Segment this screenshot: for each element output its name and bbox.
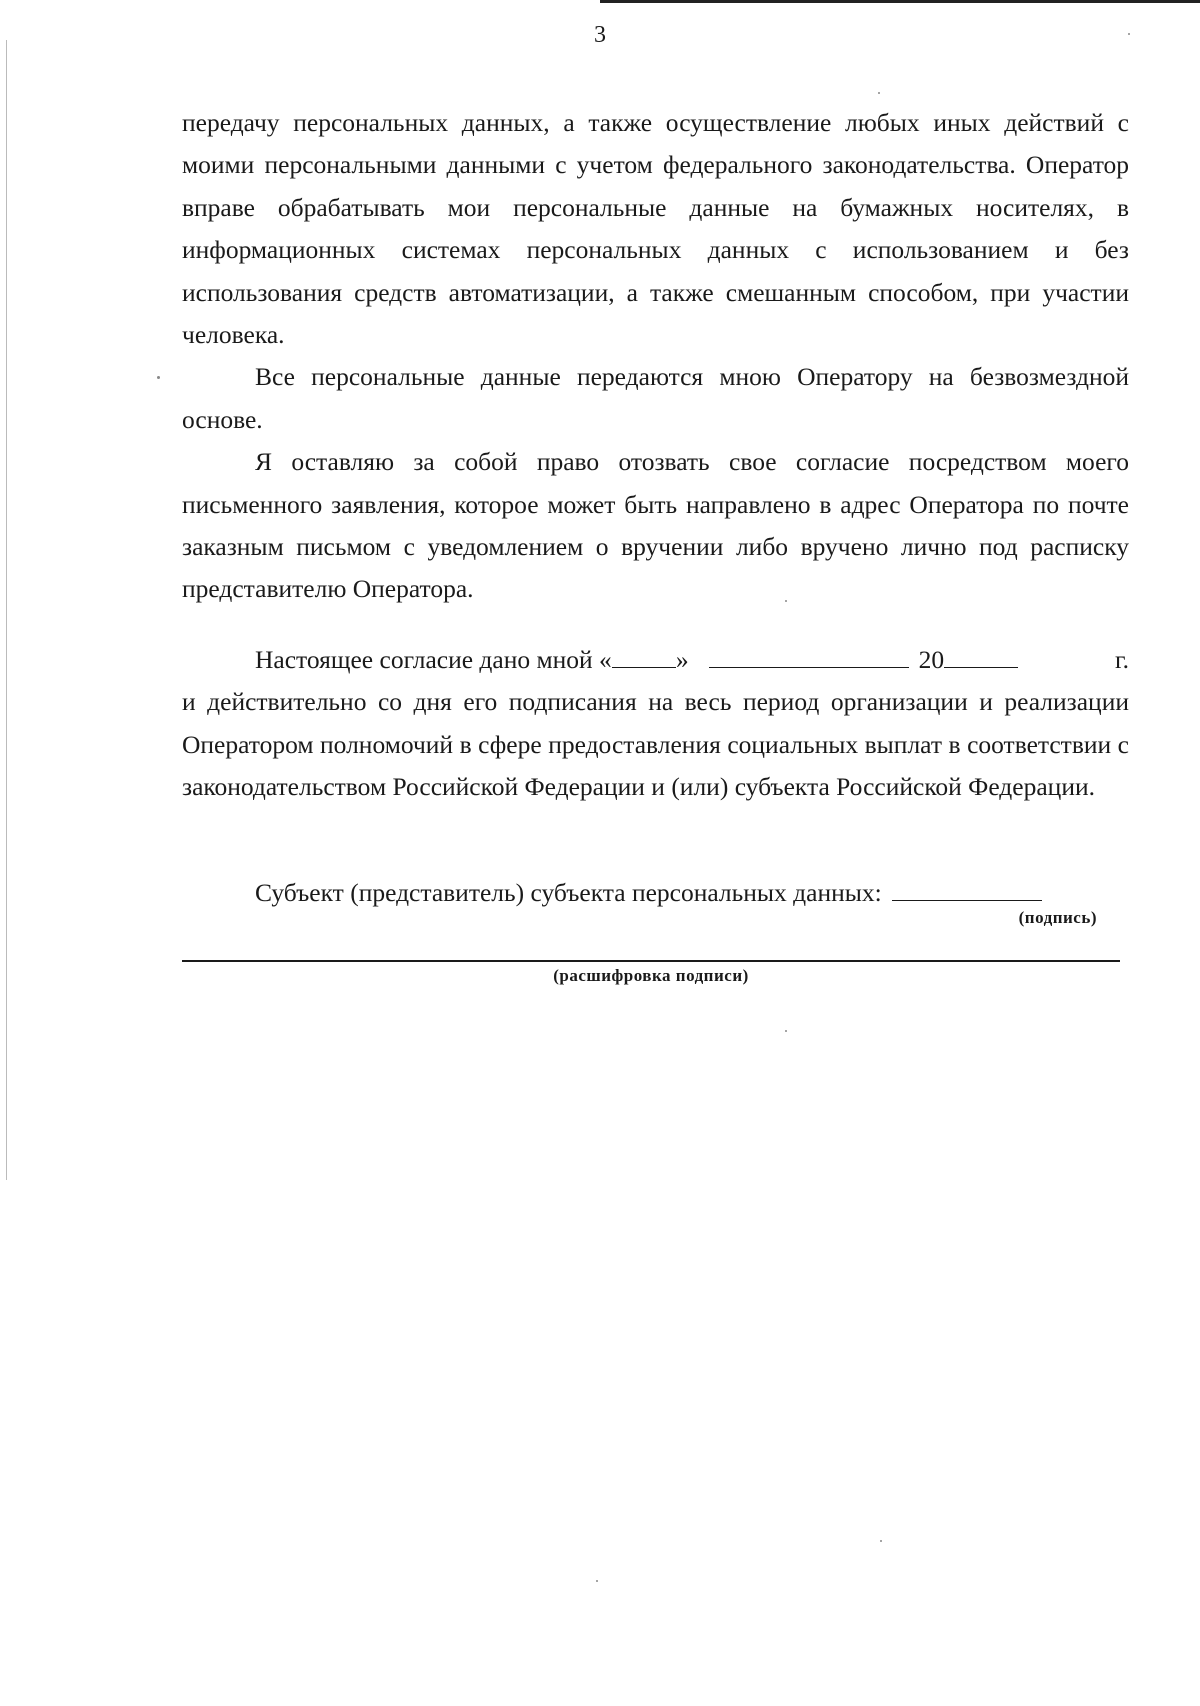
name-decoding-caption: (расшифровка подписи) (553, 966, 749, 985)
paragraph-validity-period: и действительно со дня его подписания на весь период организации и реализации Оператором полномочий в сфере предоставления социальных выплат в соответствии с законодательством Российской Федерации и (или) субъекта Российской Федерации. (182, 687, 1129, 802)
signature-line (182, 870, 1129, 908)
year-suffix: г. (1115, 644, 1129, 674)
paragraph-free-transfer: Все персональные данные передаются мною Оператору на безвозмездной основе. (182, 362, 1129, 434)
signature-caption: (подпись) (1018, 908, 1097, 927)
page-number: 3 (594, 22, 606, 48)
consent-date-close-quote: » (675, 644, 689, 674)
month-blank (709, 637, 909, 668)
century-label: 20 (918, 644, 945, 674)
name-decoding-rule (182, 960, 1120, 962)
consent-date-line (182, 637, 1129, 681)
top-border-rule (600, 0, 1200, 3)
signature-blank (892, 870, 1042, 901)
day-blank (612, 637, 676, 668)
scan-speck (878, 92, 880, 94)
scan-speck (785, 1030, 787, 1032)
paragraph-withdrawal-right: Я оставляю за собой право отозвать свое согласие посредством моего письменного заявления, которое может быть направлено в адрес Оператора по почте заказным письмом с уведомлением о вручении либо вручено лично под расписку представителю Оператора. (182, 447, 1129, 604)
consent-date-lead: Настоящее согласие дано мной « (255, 644, 612, 674)
document-body (182, 102, 1129, 809)
scan-speck (157, 376, 160, 379)
scan-speck (596, 1580, 598, 1582)
scan-speck (785, 600, 787, 602)
scan-speck (1128, 33, 1130, 35)
year-blank (944, 637, 1018, 668)
scan-left-edge (6, 40, 7, 1180)
signature-block (182, 870, 1129, 985)
scan-speck (880, 1540, 882, 1542)
paragraph-processing-consent: передачу персональных данных, а также осуществление любых иных действий с моими персональными данными с учетом федерального законодательства. Оператор вправе обрабатывать мои персональные данные на бумажных носителях, в информационных системах персональных данных с использованием и без использования средств автоматизации, а также смешанным способом, при участии человека. (182, 108, 1129, 350)
signature-label: Субъект (представитель) субъекта персональных данных: (255, 878, 882, 907)
